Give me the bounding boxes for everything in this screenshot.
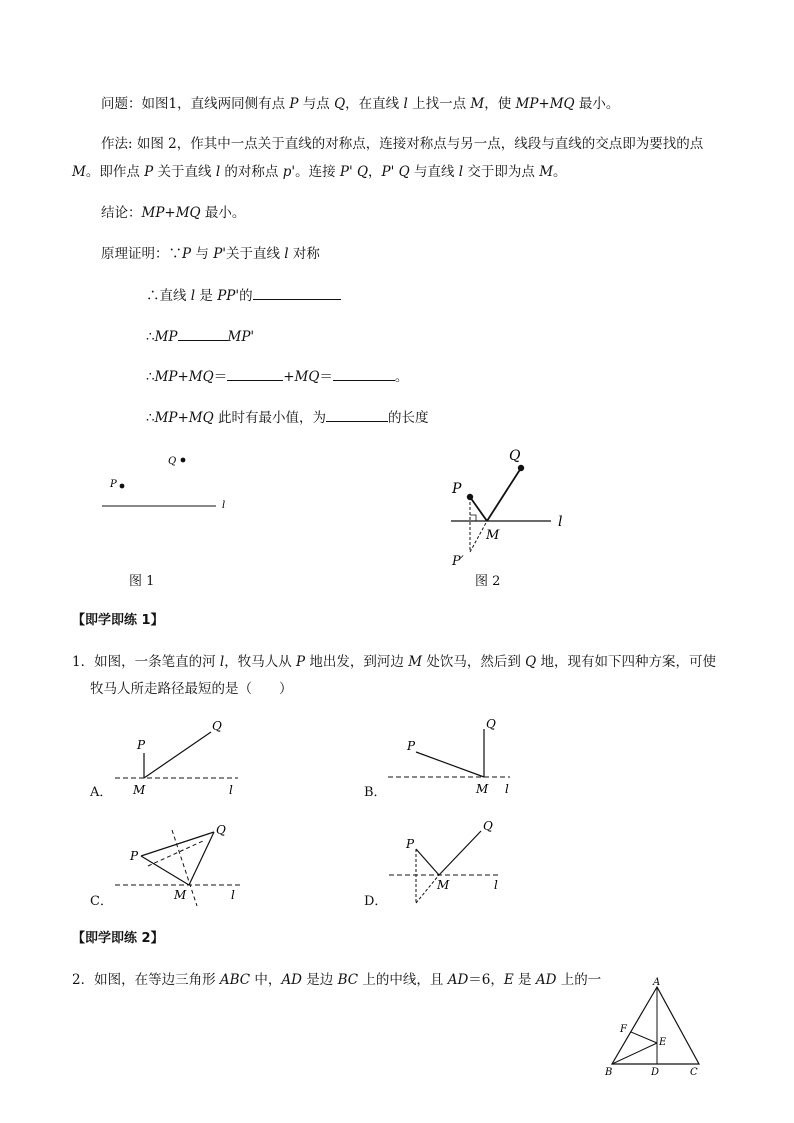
- practice-2-question: 2．如图，在等边三角形 ABC 中，AD 是边 BC 上的中线，且 AD＝6，E 是 AD 上的一: [72, 972, 602, 988]
- label-l: l: [558, 514, 563, 530]
- label-m: M: [486, 528, 500, 543]
- option-a-figure[interactable]: [110, 715, 250, 800]
- option-d-label[interactable]: D．: [364, 894, 388, 909]
- method-line-1: 作法: 如图 2，作其中一点关于直线的对称点，连接对称点与另一点，线段与直线的交点即为要找的点: [101, 136, 704, 152]
- right-angle-mark: [470, 515, 476, 521]
- label-d: D: [651, 1067, 660, 1078]
- label-m: M: [476, 782, 489, 796]
- label-l: l: [231, 888, 235, 902]
- label-f: F: [620, 1024, 627, 1035]
- practice-2-header: 【即学即练 2】: [72, 931, 164, 946]
- label-b: B: [605, 1067, 613, 1078]
- point-p: [120, 484, 125, 489]
- label-m: M: [133, 783, 146, 797]
- label-l: l: [229, 783, 233, 797]
- label-a: A: [653, 977, 661, 988]
- option-a-label[interactable]: A．: [90, 785, 113, 800]
- practice-1-header: 【即学即练 1】: [72, 613, 164, 628]
- option-b-label[interactable]: B．: [364, 785, 387, 800]
- proof-step-3: ∴MP+MQ＝ +MQ＝ 。: [146, 366, 408, 386]
- label-q: Q: [168, 456, 177, 467]
- label-p: P: [137, 738, 146, 752]
- figure-1: [90, 445, 250, 525]
- option-b-figure[interactable]: [385, 710, 525, 800]
- option-c-label[interactable]: C．: [90, 894, 113, 909]
- answer-blank-3: [227, 366, 283, 381]
- label-q: Q: [483, 819, 493, 833]
- segment-mq: [189, 832, 214, 885]
- label-m: M: [174, 888, 187, 902]
- triangle-figure: [600, 975, 710, 1080]
- option-c-figure[interactable]: [110, 818, 250, 908]
- label-q: Q: [486, 717, 496, 731]
- point-p: [467, 494, 473, 500]
- practice-1-question-line-2: 牧马人所走路径最短的是（ ）: [90, 681, 293, 697]
- conclusion: 结论：MP+MQ 最小。: [101, 205, 246, 221]
- dashed-pm: [416, 875, 439, 903]
- segment-mq: [439, 831, 481, 875]
- proof-step-2: ∴MP MP': [146, 326, 254, 346]
- label-q: Q: [216, 823, 226, 837]
- label-p: P: [110, 479, 117, 490]
- proof-step-1: ∴直线 l 是 PP'的: [146, 285, 341, 305]
- label-q: Q: [212, 719, 222, 733]
- answer-blank-5: [326, 407, 388, 422]
- proof-heading: 原理证明：∵P 与 P'关于直线 l 对称: [101, 246, 320, 262]
- label-e: E: [659, 1037, 667, 1048]
- answer-blank-1: [253, 285, 341, 300]
- label-p: P: [452, 481, 462, 497]
- proof-step-4: ∴MP+MQ 此时有最小值，为 的长度: [146, 407, 429, 427]
- point-q: [181, 458, 186, 463]
- problem-statement: 问题：如图1，直线两同侧有点 P 与点 Q，在直线 l 上找一点 M，使 MP+MQ 最小。: [101, 96, 620, 112]
- label-p-prime: P′: [452, 554, 464, 569]
- segment-mq: [487, 468, 521, 521]
- label-m: M: [437, 878, 450, 892]
- label-l: l: [494, 878, 498, 892]
- label-l: l: [222, 500, 226, 511]
- figure-1-caption: 图 1: [129, 574, 155, 589]
- practice-1-question: 1．如图，一条笔直的河 l，牧马人从 P 地出发，到河边 M 处饮马，然后到 Q 地，现有如下四种方案，可使: [72, 654, 716, 670]
- label-l: l: [505, 782, 509, 796]
- point-q: [518, 465, 524, 471]
- label-q: Q: [509, 448, 521, 464]
- method-line-2: M。即作点 P 关于直线 l 的对称点 p'。连接 P' Q，P' Q 与直线 l 交于即为点 M。: [72, 164, 567, 180]
- segment-pq: [141, 832, 214, 856]
- label-p: P: [406, 837, 415, 851]
- answer-blank-4: [333, 366, 395, 381]
- label-p: P: [407, 739, 416, 753]
- answer-blank-2: [178, 326, 228, 341]
- segment-mq: [144, 732, 211, 778]
- dashed-pm: [470, 521, 487, 552]
- segment-pm: [470, 497, 487, 521]
- figure-2: [440, 440, 590, 575]
- option-d-figure[interactable]: [385, 815, 525, 910]
- figure-2-caption: 图 2: [475, 574, 501, 589]
- segment-ef: [631, 1032, 657, 1043]
- label-c: C: [690, 1067, 698, 1078]
- label-p: P: [130, 849, 139, 863]
- segment-pm: [416, 849, 439, 875]
- segment-pm: [416, 752, 484, 777]
